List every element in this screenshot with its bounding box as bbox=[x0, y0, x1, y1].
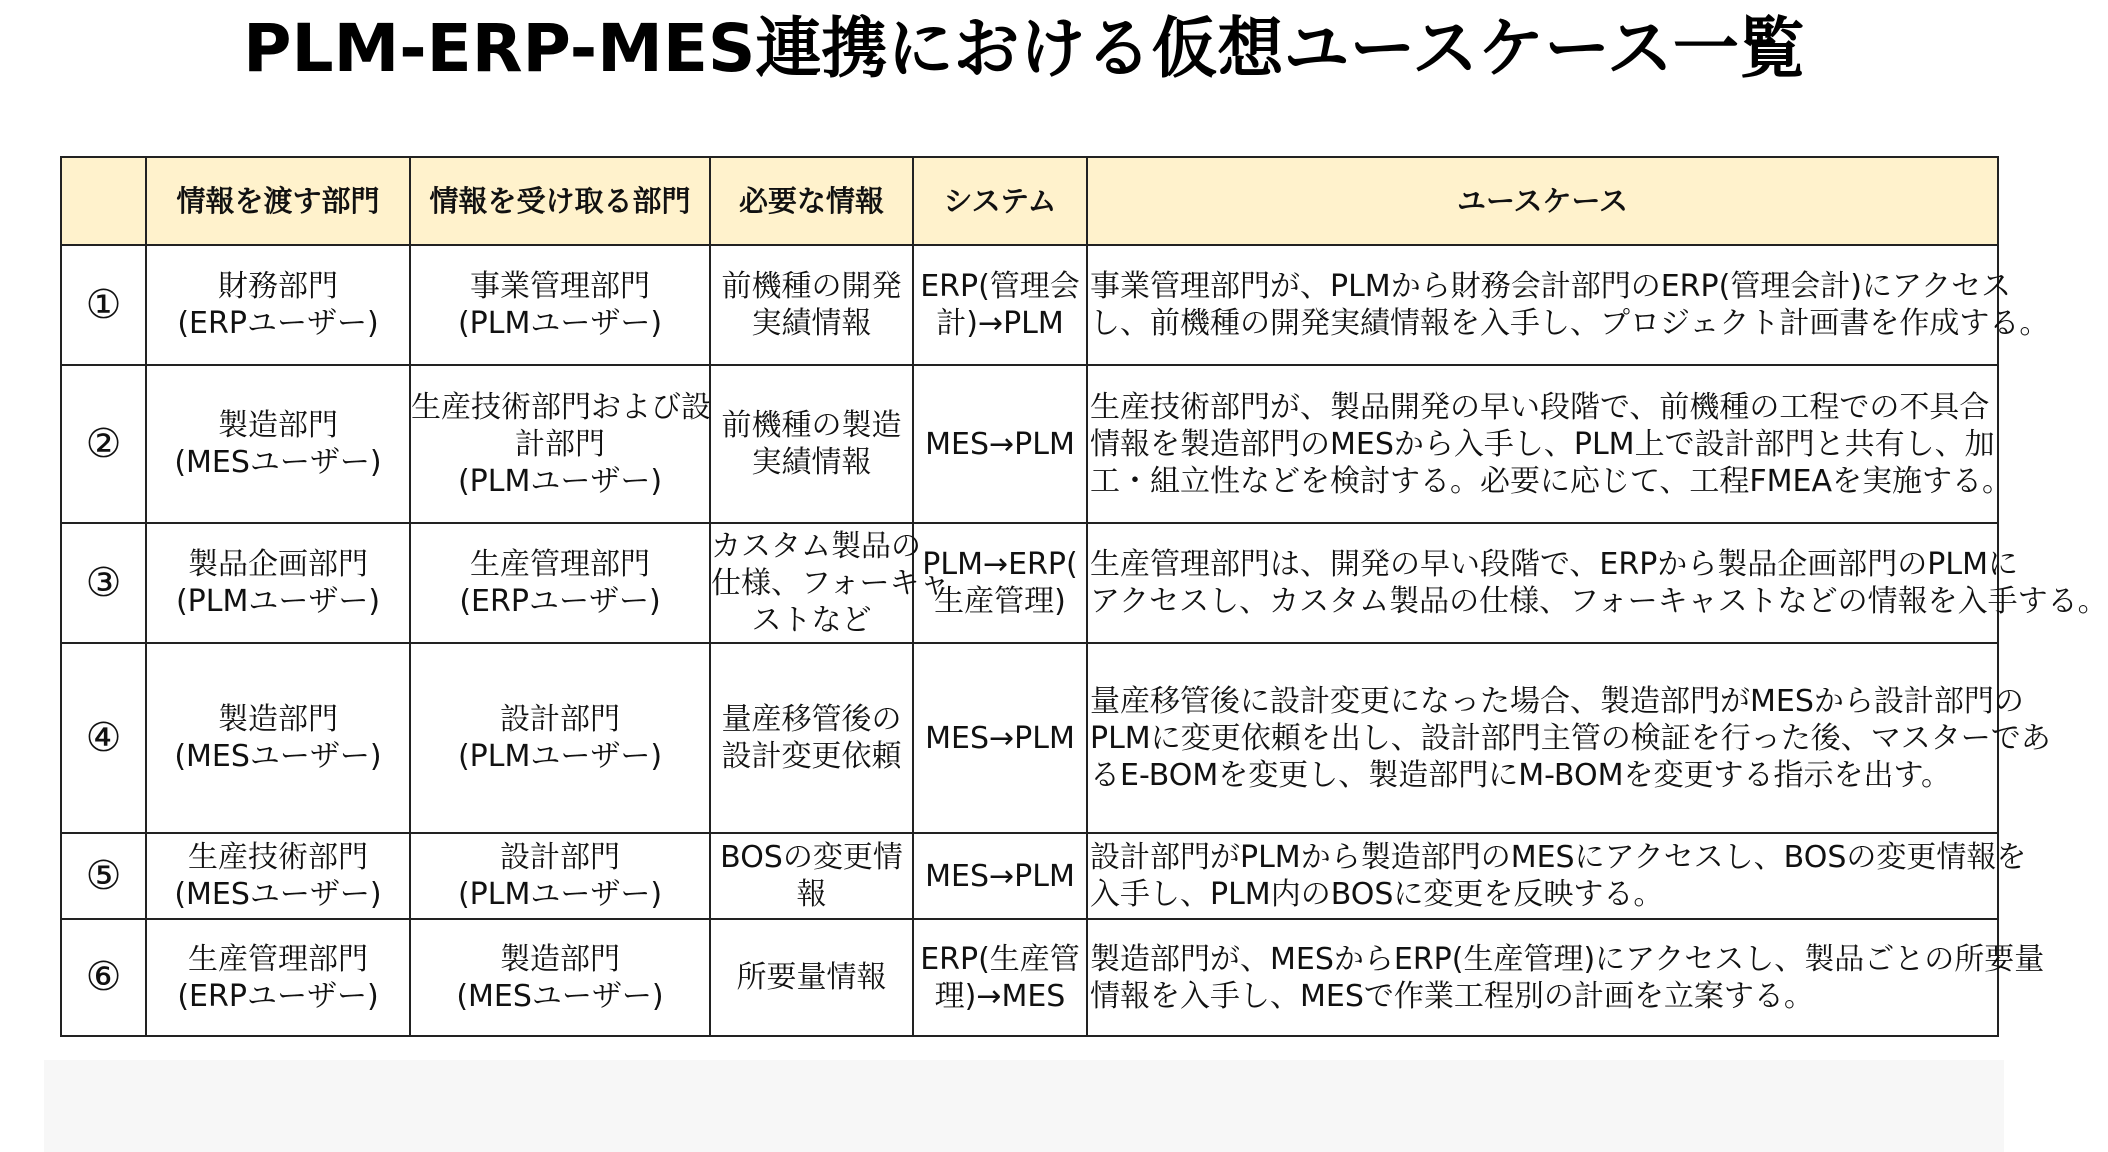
cell-system-line: ERP(生産管 bbox=[920, 941, 1080, 977]
table-header-row bbox=[61, 157, 1998, 245]
table-row bbox=[61, 245, 1998, 365]
cell-to-dept-line: 計部門 bbox=[515, 426, 605, 462]
cell-usecase-line: 入手し、PLM内のBOSに変更を反映する。 bbox=[1090, 877, 1664, 912]
cell-info-line: 実績情報 bbox=[751, 445, 872, 480]
cell-info-line: 設計変更依頼 bbox=[721, 739, 902, 774]
cell-usecase bbox=[1087, 245, 2050, 365]
header-number bbox=[61, 157, 146, 245]
cell-from-dept bbox=[146, 523, 410, 643]
cell-info bbox=[710, 833, 913, 919]
cell-number: ② bbox=[61, 365, 146, 523]
cell-to-dept bbox=[410, 643, 710, 833]
table-row bbox=[61, 919, 1998, 1036]
cell-system bbox=[913, 523, 1087, 643]
cell-usecase bbox=[1087, 643, 2051, 833]
cell-usecase bbox=[1087, 833, 2027, 919]
cell-usecase-line: 量産移管後に設計変更になった場合、製造部門がMESから設計部門の bbox=[1090, 683, 2024, 719]
cell-from-dept-line: (ERPユーザー) bbox=[177, 978, 379, 1014]
cell-from-dept-line: 製造部門 bbox=[218, 408, 338, 443]
cell-from-dept-line: (MESユーザー) bbox=[174, 445, 382, 480]
cell-to-dept-line: (ERPユーザー) bbox=[459, 584, 661, 619]
cell-from-dept-line: 生産管理部門 bbox=[188, 941, 368, 977]
cell-to-dept bbox=[410, 523, 710, 643]
cell-info-line: カスタム製品の bbox=[711, 528, 921, 564]
cell-number: ⑤ bbox=[61, 833, 146, 919]
cell-usecase-line: 製造部門が、MESからERP(生産管理)にアクセスし、製品ごとの所要量 bbox=[1090, 941, 2045, 977]
cell-from-dept-line: 製造部門 bbox=[218, 702, 338, 737]
cell-to-dept-line: (PLMユーザー) bbox=[457, 877, 663, 912]
table-row bbox=[61, 833, 1998, 919]
cell-from-dept bbox=[146, 833, 410, 919]
cell-system-line: MES→PLM bbox=[925, 426, 1075, 462]
cell-usecase-line: 生産管理部門は、開発の早い段階で、ERPから製品企画部門のPLMに bbox=[1090, 547, 2018, 582]
cell-system bbox=[913, 919, 1087, 1036]
cell-system bbox=[913, 245, 1087, 365]
table-row bbox=[61, 365, 1998, 523]
table-row bbox=[61, 523, 1998, 643]
cell-usecase-line: 生産技術部門が、製品開発の早い段階で、前機種の工程での不具合 bbox=[1090, 389, 1990, 425]
cell-usecase-line: るE-BOMを変更し、製造部門にM-BOMを変更する指示を出す。 bbox=[1090, 757, 1952, 793]
cell-usecase-line: 設計部門がPLMから製造部門のMESにアクセスし、BOSの変更情報を bbox=[1090, 840, 2027, 875]
table-row bbox=[61, 643, 1998, 833]
cell-to-dept bbox=[410, 245, 710, 365]
cell-info-line: 前機種の製造 bbox=[721, 408, 902, 443]
cell-to-dept-line: 生産管理部門 bbox=[470, 547, 650, 582]
cell-to-dept-line: 製造部門 bbox=[500, 941, 620, 977]
cell-system bbox=[913, 833, 1087, 919]
cell-number: ④ bbox=[61, 643, 146, 833]
header-from-dept: 情報を渡す部門 bbox=[146, 157, 410, 245]
cell-to-dept bbox=[410, 919, 710, 1036]
cell-usecase-line: 事業管理部門が、PLMから財務会計部門のERP(管理会計)にアクセス bbox=[1090, 269, 2012, 304]
cell-number: ① bbox=[61, 245, 146, 365]
cell-to-dept-line: (PLMユーザー) bbox=[457, 463, 663, 499]
cell-from-dept-line: (ERPユーザー) bbox=[177, 306, 379, 341]
cell-from-dept-line: (MESユーザー) bbox=[174, 739, 382, 774]
cell-to-dept-line: 生産技術部門および設 bbox=[411, 389, 711, 425]
cell-number: ⑥ bbox=[61, 919, 146, 1036]
cell-system-line: MES→PLM bbox=[925, 858, 1075, 894]
cell-from-dept bbox=[146, 365, 410, 523]
cell-to-dept-line: (PLMユーザー) bbox=[457, 306, 663, 341]
cell-info-line: ストなど bbox=[751, 602, 872, 638]
cell-info bbox=[710, 919, 913, 1036]
cell-from-dept-line: (PLMユーザー) bbox=[175, 584, 381, 619]
cell-from-dept bbox=[146, 245, 410, 365]
cell-to-dept-line: (MESユーザー) bbox=[456, 978, 664, 1014]
cell-usecase bbox=[1087, 523, 2108, 643]
cell-to-dept-line: 事業管理部門 bbox=[470, 269, 650, 304]
cell-info-line: 仕様、フォーキャ bbox=[711, 565, 950, 601]
cell-from-dept-line: 製品企画部門 bbox=[188, 547, 368, 582]
cell-info bbox=[710, 523, 950, 643]
cell-info-line: BOSの変更情 bbox=[720, 840, 903, 875]
cell-usecase-line: アクセスし、カスタム製品の仕様、フォーキャストなどの情報を入手する。 bbox=[1090, 584, 2108, 619]
cell-system-line: 生産管理) bbox=[934, 584, 1066, 619]
cell-system-line: 計)→PLM bbox=[936, 306, 1064, 341]
cell-info bbox=[710, 643, 913, 833]
cell-usecase bbox=[1087, 365, 2013, 523]
header-usecase: ユースケース bbox=[1087, 157, 1998, 245]
cell-from-dept bbox=[146, 643, 410, 833]
cell-to-dept-line: 設計部門 bbox=[500, 702, 620, 737]
cell-system bbox=[913, 365, 1087, 523]
cell-info bbox=[710, 245, 913, 365]
cell-from-dept bbox=[146, 919, 410, 1036]
cell-usecase bbox=[1087, 919, 2045, 1036]
cell-usecase-line: 情報を製造部門のMESから入手し、PLM上で設計部門と共有し、加 bbox=[1090, 426, 1995, 462]
cell-usecase-line: PLMに変更依頼を出し、設計部門主管の検証を行った後、マスターであ bbox=[1090, 720, 2051, 756]
cell-usecase-line: 情報を入手し、MESで作業工程別の計画を立案する。 bbox=[1090, 978, 1814, 1014]
cell-to-dept-line: (PLMユーザー) bbox=[457, 739, 663, 774]
cell-info-line: 実績情報 bbox=[751, 306, 872, 341]
cell-info-line: 前機種の開発 bbox=[721, 269, 902, 304]
cell-to-dept-line: 設計部門 bbox=[500, 840, 620, 875]
cell-from-dept-line: 財務部門 bbox=[218, 269, 338, 304]
cell-to-dept bbox=[410, 365, 710, 523]
header-to-dept: 情報を受け取る部門 bbox=[410, 157, 710, 245]
header-info: 必要な情報 bbox=[710, 157, 913, 245]
cell-system-line: PLM→ERP( bbox=[922, 547, 1078, 582]
cell-info-line: 報 bbox=[796, 877, 827, 912]
cell-info bbox=[710, 365, 913, 523]
cell-from-dept-line: (MESユーザー) bbox=[174, 877, 382, 912]
cell-info-line: 量産移管後の bbox=[721, 702, 902, 737]
cell-number: ③ bbox=[61, 523, 146, 643]
cell-to-dept bbox=[410, 833, 710, 919]
footer-band bbox=[44, 1060, 2004, 1152]
cell-usecase-line: し、前機種の開発実績情報を入手し、プロジェクト計画書を作成する。 bbox=[1090, 306, 2050, 341]
usecase-table bbox=[60, 156, 2108, 1037]
cell-from-dept-line: 生産技術部門 bbox=[188, 840, 368, 875]
cell-system-line: MES→PLM bbox=[925, 720, 1075, 756]
cell-system-line: ERP(管理会 bbox=[920, 269, 1080, 304]
cell-info-line: 所要量情報 bbox=[736, 960, 887, 995]
cell-system-line: 理)→MES bbox=[934, 978, 1066, 1014]
cell-system bbox=[913, 643, 1087, 833]
header-system: システム bbox=[913, 157, 1087, 245]
page-title: PLM-ERP-MES連携における仮想ユースケース一覧 bbox=[243, 10, 1805, 87]
cell-usecase-line: 工・組立性などを検討する。必要に応じて、工程FMEAを実施する。 bbox=[1090, 463, 2013, 499]
